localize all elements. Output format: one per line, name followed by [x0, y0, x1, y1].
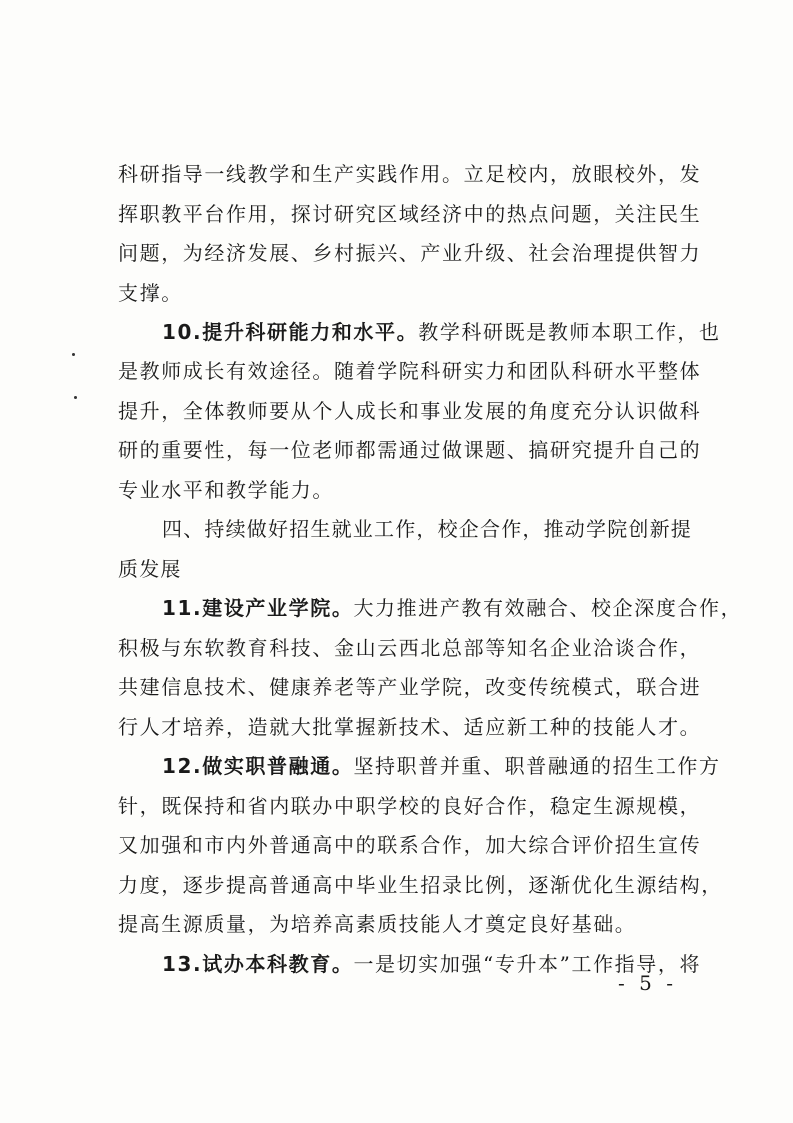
- section-11-heading: 11.建设产业学院。: [162, 596, 354, 620]
- text-line: 提高生源质量，为培养高素质技能人才奠定良好基础。: [118, 912, 637, 936]
- text-line: 积极与东软教育科技、金山云西北总部等知名企业洽谈合作，: [118, 636, 702, 660]
- scan-speck: [72, 353, 75, 356]
- section-13-first-line: [162, 950, 702, 978]
- text-line: 行人才培养，造就大批掌握新技术、适应新工种的技能人才。: [118, 715, 702, 739]
- text-line: 针，既保持和省内联办中职学校的良好合作，稳定生源规模，: [118, 794, 702, 818]
- section-13-text: 一是切实加强“专升本”工作指导，将: [353, 952, 702, 976]
- part-4-heading-cont: 质发展: [118, 557, 182, 581]
- section-11-first-line: [162, 594, 743, 622]
- text-line: 专业水平和教学能力。: [118, 478, 334, 502]
- text-line: 提升，全体教师要从个人成长和事业发展的角度充分认识做科: [118, 399, 702, 423]
- section-10-text: 教学科研既是教师本职工作，也: [418, 320, 721, 344]
- section-13-heading: 13.试办本科教育。: [162, 952, 354, 976]
- text-line: 支撑。: [118, 281, 183, 305]
- text-line: 又加强和市内外普通高中的联系合作，加大综合评价招生宣传: [118, 833, 702, 857]
- text-line: 共建信息技术、健康养老等产业学院，改变传统模式，联合进: [118, 675, 702, 699]
- section-10-first-line: [162, 318, 721, 346]
- section-12-heading: 12.做实职普融通。: [162, 754, 354, 778]
- section-11-text: 大力推进产教有效融合、校企深度合作，: [353, 596, 743, 620]
- part-4-heading: 四、持续做好招生就业工作，校企合作，推动学院创新提: [162, 517, 692, 541]
- section-10-heading: 10.提升科研能力和水平。: [162, 320, 419, 344]
- section-12-text: 坚持职普并重、职普融通的招生工作方: [353, 754, 721, 778]
- scan-speck: [74, 396, 77, 399]
- text-line: 问题，为经济发展、乡村振兴、产业升级、社会治理提供智力: [118, 241, 702, 265]
- section-12-first-line: [162, 752, 721, 780]
- text-line: 力度，逐步提高普通高中毕业生招录比例，逐渐优化生源结构，: [118, 873, 723, 897]
- text-line: 研的重要性，每一位老师都需通过做课题、搞研究提升自己的: [118, 438, 702, 462]
- text-line: 科研指导一线教学和生产实践作用。立足校内，放眼校外，发: [118, 162, 702, 186]
- page-number: - 5 -: [618, 971, 677, 995]
- text-line: 是教师成长有效途径。随着学院科研实力和团队科研水平整体: [118, 359, 702, 383]
- text-line: 挥职教平台作用，探讨研究区域经济中的热点问题，关注民生: [118, 202, 702, 226]
